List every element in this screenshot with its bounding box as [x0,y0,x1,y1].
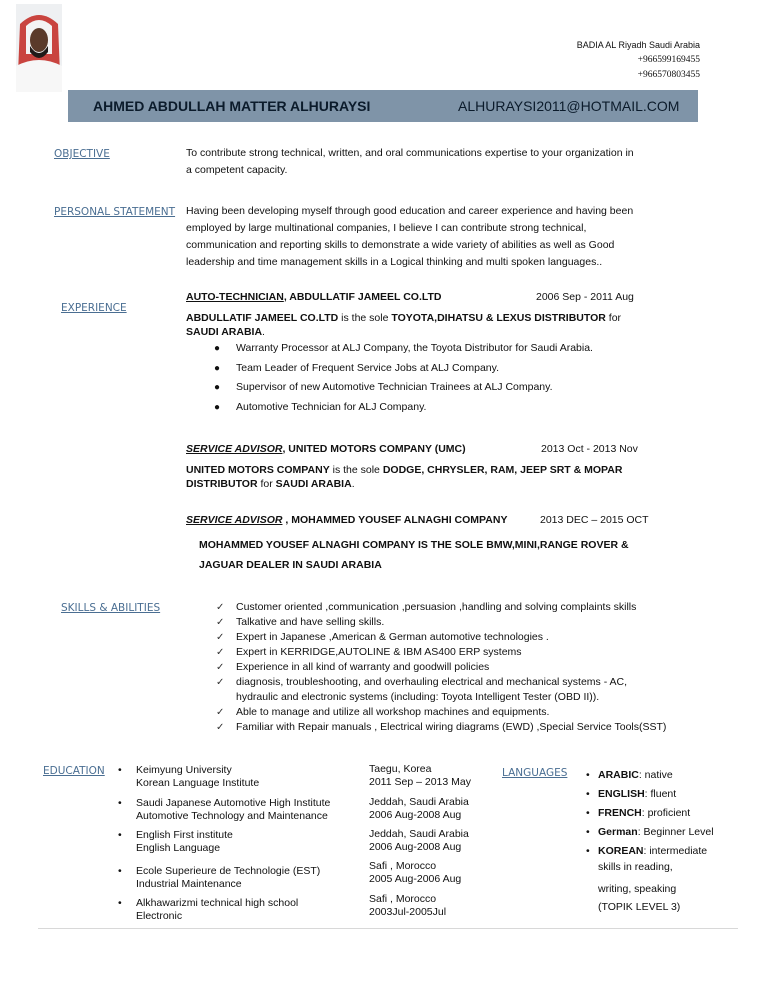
checkmark-icon: ✓ [216,722,225,733]
list-item [216,660,716,675]
languages-list [586,766,714,916]
checkmark-icon: ✓ [216,632,225,643]
school-name: English First institute [136,829,233,841]
list-item-text: Automotive Technician for ALJ Company. [236,400,427,413]
dates: 2006 Aug-2008 Aug [369,841,462,853]
list-item-text: Supervisor of new Automotive Technician Trainees at ALJ Company. [236,381,553,393]
language-level: : native [638,769,673,781]
languages-heading: LANGUAGES [502,767,568,779]
job-duties-list [214,339,593,417]
job-title: AUTO-TECHNICIAN [186,291,284,303]
school-name: Saudi Japanese Automotive High Institute [136,797,331,809]
company-name: , MOHAMMED YOUSEF ALNAGHI COMPANY [282,514,508,526]
education-location [369,796,469,822]
checkmark-icon: ✓ [216,677,225,688]
text: . [351,478,355,490]
job-description [186,463,686,491]
dates: 2005 Aug-2006 Aug [369,873,462,885]
text: JAGUAR DEALER IN SAUDI ARABIA [199,559,382,571]
bullet-icon: • [586,769,590,781]
list-item [216,600,716,615]
bullet-icon: ● [214,362,221,374]
checkmark-icon: ✓ [216,647,225,658]
list-item-text: Talkative and have selling skills. [236,616,385,628]
program-name: Electronic [136,910,183,922]
list-item [586,804,714,823]
program-name: Korean Language Institute [136,777,260,789]
location: Jeddah, Saudi Arabia [369,828,469,840]
list-item-text: Team Leader of Frequent Service Jobs at ALJ Company. [236,361,500,374]
bullet-icon: ● [214,401,221,413]
text: is the sole [338,312,392,324]
list-item [214,339,593,359]
list-item [216,615,716,630]
language-level: : fluent [644,788,677,800]
bullet-icon: • [118,764,122,776]
objective-heading: OBJECTIVE [54,148,110,160]
education-entry [118,764,259,790]
bullet-icon: • [118,829,122,841]
list-item [216,705,716,720]
bullet-icon: • [118,897,122,909]
list-item [586,785,714,804]
list-item-text: Able to manage and utilize all workshop machines and equipments. [236,706,550,718]
bullet-icon: ● [214,343,221,354]
text-line: writing, speaking [598,883,677,895]
education-heading: EDUCATION [43,765,105,777]
language-level: : proficient [641,807,691,819]
job-description [186,311,666,339]
education-location [369,893,446,919]
list-item-text: Experience in all kind of warranty and goodwill policies [236,661,490,673]
list-item [214,398,593,418]
personal-statement-text [186,203,686,271]
checkmark-icon: ✓ [216,602,225,613]
text-line: leadership and time management skills in a Logical thinking and multi spoken languages.. [186,256,603,268]
education-location [369,860,461,886]
text: DISTRIBUTOR [186,478,258,490]
company-name: MOHAMMED YOUSEF ALNAGHI COMPANY [199,539,416,551]
bullet-icon: • [118,797,122,809]
bullet-icon: • [586,826,590,838]
country: SAUDI ARABIA [186,326,263,338]
phone-number: +966599169455 [637,55,700,65]
list-item-text: Customer oriented ,communication ,persuasion ,handling and solving complaints skills [236,601,637,613]
company-name: UNITED MOTORS COMPANY [186,464,330,476]
checkmark-icon: ✓ [216,662,225,673]
text-line: a competent capacity. [186,164,288,176]
phone-number: +966570803455 [637,70,700,80]
location: Safi , Morocco [369,893,437,905]
list-item [216,630,716,645]
brands: DODGE, CHRYSLER, RAM, JEEP SRT & MOPAR [382,464,623,476]
text-line: (TOPIK LEVEL 3) [598,901,681,913]
personal-statement-heading: PERSONAL STATEMENT [54,206,176,218]
school-name: Ecole Superieure de Technologie (EST) [136,865,321,877]
bullet-icon: • [118,865,122,877]
bullet-icon: • [586,807,590,819]
language-name: FRENCH [598,807,642,819]
company-name: , ABDULLATIF JAMEEL CO.LTD [283,291,442,303]
profile-photo [16,4,62,92]
job-dates: 2006 Sep - 2011 Aug [536,291,634,303]
job-title-line [186,289,442,306]
education-entry [118,797,330,823]
language-name: KOREAN [598,845,644,857]
list-item [214,359,593,379]
list-item-text: Expert in Japanese ,American & German automotive technologies . [236,631,549,643]
person-photo-icon [16,4,62,92]
brands: TOYOTA,DIHATSU & LEXUS DISTRIBUTOR [391,312,606,324]
list-item [216,690,716,705]
school-name: Alkhawarizmi technical high school [136,897,299,909]
list-item [214,378,593,398]
bullet-icon: • [586,788,590,800]
address: BADIA AL Riyadh Saudi Arabia [576,40,700,50]
list-item [586,842,714,861]
company-name: , UNITED MOTORS COMPANY (UMC) [282,443,466,455]
education-entry [118,897,298,923]
location: Safi , Morocco [369,860,437,872]
language-level: : intermediate [643,845,708,857]
company-name: ABDULLATIF JAMEEL CO.LTD [186,312,339,324]
education-location [369,763,471,789]
text: for [257,478,276,490]
list-item-text: Expert in KERRIDGE,AUTOLINE & IBM AS400 ERP systems [236,646,522,658]
job-dates: 2013 DEC – 2015 OCT [540,514,649,526]
education-entry [118,829,233,855]
list-item-text: hydraulic and electronic systems (including: Toyota Intelligent Tester (OBD II)). [236,691,600,703]
text-line: communication and reporting skills to demonstrate a wide variety of abilities as well as Good [186,239,615,251]
korean-details [586,861,714,916]
education-location [369,828,469,854]
checkmark-icon: ✓ [216,707,225,718]
bullet-icon: ● [214,382,221,393]
list-item-text: Warranty Processor at ALJ Company, the Toyota Distributor for Saudi Arabia. [236,342,593,354]
list-item [586,766,714,785]
text-line: To contribute strong technical, written, and oral communications expertise to your organization in [186,147,634,159]
contact-block [577,38,700,83]
brands: BMW,MINI,RANGE ROVER & [486,539,629,551]
education-entry [118,865,320,891]
list-item [216,675,716,690]
job-title: SERVICE ADVISOR [186,514,283,526]
job-title: SERVICE ADVISOR [186,443,283,455]
dates: 2003Jul-2005Jul [369,906,447,918]
dates: 2006 Aug-2008 Aug [369,809,462,821]
list-item [586,823,714,842]
program-name: English Language [136,842,221,854]
text-line: Having been developing myself through good education and career experience and having been [186,205,634,217]
school-name: Keimyung University [136,764,232,776]
dates: 2011 Sep – 2013 May [369,776,471,788]
language-name: ENGLISH [598,788,645,800]
location: Taegu, Korea [369,763,432,775]
language-name: German [598,826,638,838]
bullet-icon: • [586,845,590,857]
list-item-text: Familiar with Repair manuals , Electrical wiring diagrams (EWD) ,Special Service Tools(SST) [236,721,667,733]
objective-text [186,145,686,179]
text: for [605,312,622,324]
name-banner [68,90,698,122]
text: is the sole [329,464,383,476]
program-name: Automotive Technology and Maintenance [136,810,328,822]
job-description [199,535,699,575]
skills-heading: SKILLS & ABILITIES [61,602,161,614]
language-name: ARABIC [598,769,639,781]
text-line: employed by large multinational companies, I believe I can contribute strong technical, [186,222,587,234]
job-title-line [186,441,466,458]
experience-heading: EXPERIENCE [61,302,127,314]
location: Jeddah, Saudi Arabia [369,796,469,808]
language-level: : Beginner Level [637,826,714,838]
divider [38,928,738,929]
list-item-text: diagnosis, troubleshooting, and overhauling electrical and mechanical systems - AC, [236,676,628,688]
list-item [216,720,716,735]
job-title-line [186,512,507,529]
text-line: skills in reading, [598,861,673,873]
text: IS THE SOLE [415,539,487,551]
country: SAUDI ARABIA [275,478,352,490]
skills-list [216,600,716,735]
checkmark-icon: ✓ [216,617,225,628]
program-name: Industrial Maintenance [136,878,242,890]
text: . [262,326,265,338]
full-name: AHMED ABDULLAH MATTER ALHURAYSI [93,98,371,114]
list-item [216,645,716,660]
job-dates: 2013 Oct - 2013 Nov [541,443,638,455]
email-address: ALHURAYSI2011@HOTMAIL.COM [458,98,680,114]
